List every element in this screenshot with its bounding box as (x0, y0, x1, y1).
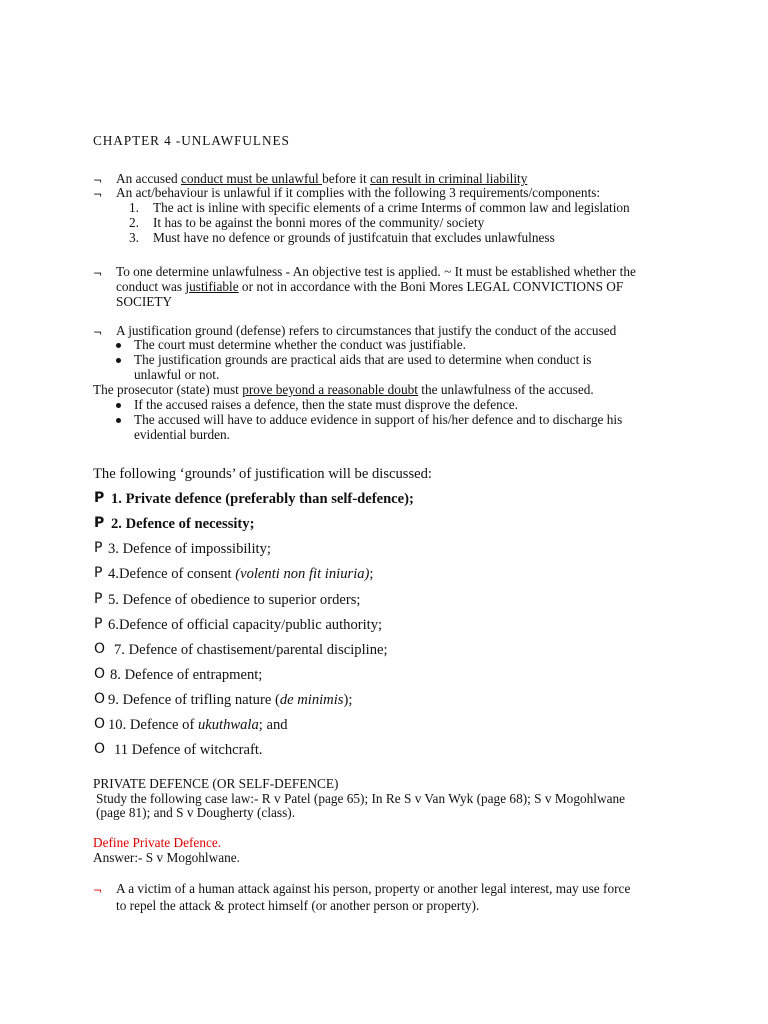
bullet-dot-icon (116, 358, 121, 363)
ground-item: 10. Defence of ukuthwala; and (108, 717, 288, 733)
grounds-heading: The following ‘grounds’ of justification will be discussed: (93, 466, 432, 482)
objective-line-2: conduct was justifiable or not in accordance with the Boni Mores LEGAL CONVICTIONS OF (116, 279, 624, 294)
p-marker-icon: P (94, 616, 103, 632)
chapter-title: CHAPTER 4 -UNLAWFULNES (93, 133, 290, 148)
arrow-bullet-icon: ¬ (93, 188, 103, 201)
arrow-bullet-icon: ¬ (93, 884, 103, 897)
p-marker-icon: P (94, 490, 105, 506)
victim-line-1: A a victim of a human attack against his person, property or another legal interest, may use force (116, 881, 631, 896)
ground-item: 9. Defence of trifling nature (de minimis); (108, 692, 353, 708)
requirement-text: The act is inline with specific elements of a crime Interms of common law and legislation (153, 200, 630, 215)
answer-line: Answer:- S v Mogohlwane. (93, 850, 240, 865)
justification-bullet: The accused will have to adduce evidence in support of his/her defence and to discharge his (134, 412, 623, 427)
p-marker-icon: P (94, 591, 103, 607)
prosecutor-line: The prosecutor (state) must prove beyond a reasonable doubt the unlawfulness of the accused. (93, 382, 594, 397)
o-marker-icon: O (94, 691, 106, 707)
arrow-bullet-icon: ¬ (93, 174, 103, 187)
requirement-text: It has to be against the bonni mores of the community/ society (153, 215, 485, 230)
define-heading: Define Private Defence. (93, 835, 222, 850)
study-line-1: Study the following case law:- R v Patel (page 65); In Re S v Van Wyk (page 68); S v Mogohlwane (96, 791, 626, 806)
justification-bullet: The justification grounds are practical aids that are used to determine when conduct is (134, 352, 592, 367)
ground-item: 4.Defence of consent (volenti non fit iniuria); (108, 566, 374, 582)
bullet-dot-icon (116, 403, 121, 408)
ground-item: 11 Defence of witchcraft. (114, 742, 263, 758)
p-marker-icon: P (94, 515, 105, 531)
p-marker-icon: P (94, 565, 103, 581)
ground-item: 7. Defence of chastisement/parental discipline; (114, 642, 388, 658)
o-marker-icon: O (94, 641, 106, 657)
intro-line-2: An act/behaviour is unlawful if it complies with the following 3 requirements/components: (116, 185, 601, 200)
justification-bullet: If the accused raises a defence, then the state must disprove the defence. (134, 397, 518, 412)
section-heading: PRIVATE DEFENCE (OR SELF-DEFENCE) (93, 776, 339, 791)
arrow-bullet-icon: ¬ (93, 267, 103, 280)
requirement-number: 1. (129, 200, 139, 215)
arrow-bullet-icon: ¬ (93, 326, 103, 339)
ground-item: 2. Defence of necessity; (111, 516, 255, 532)
intro-line-1: An accused conduct must be unlawful before it can result in criminal liability (116, 171, 528, 186)
objective-line-3: SOCIETY (116, 294, 173, 309)
o-marker-icon: O (94, 741, 106, 757)
ground-item: 3. Defence of impossibility; (108, 541, 271, 557)
requirement-number: 2. (129, 215, 139, 230)
o-marker-icon: O (94, 666, 106, 682)
bullet-dot-icon (116, 343, 121, 348)
requirement-text: Must have no defence or grounds of justifcatuin that excludes unlawfulness (153, 230, 555, 245)
justification-bullet: The court must determine whether the conduct was justifiable. (134, 337, 466, 352)
p-marker-icon: P (94, 540, 103, 556)
ground-item: 8. Defence of entrapment; (110, 667, 263, 683)
justification-bullet-cont: unlawful or not. (134, 367, 220, 382)
o-marker-icon: O (94, 716, 106, 732)
objective-line-1: To one determine unlawfulness - An objective test is applied. ~ It must be established whether the (116, 264, 636, 279)
study-line-2: (page 81); and S v Dougherty (class). (96, 805, 296, 820)
victim-line-2: to repel the attack & protect himself (or another person or property). (116, 898, 480, 913)
ground-item: 1. Private defence (preferably than self-defence); (111, 491, 414, 507)
ground-item: 5. Defence of obedience to superior orders; (108, 592, 361, 608)
justification-bullet-cont: evidential burden. (134, 427, 230, 442)
requirement-number: 3. (129, 230, 139, 245)
bullet-dot-icon (116, 418, 121, 423)
justification-line-1: A justification ground (defense) refers to circumstances that justify the conduct of the accused (116, 323, 617, 338)
ground-item: 6.Defence of official capacity/public authority; (108, 617, 383, 633)
